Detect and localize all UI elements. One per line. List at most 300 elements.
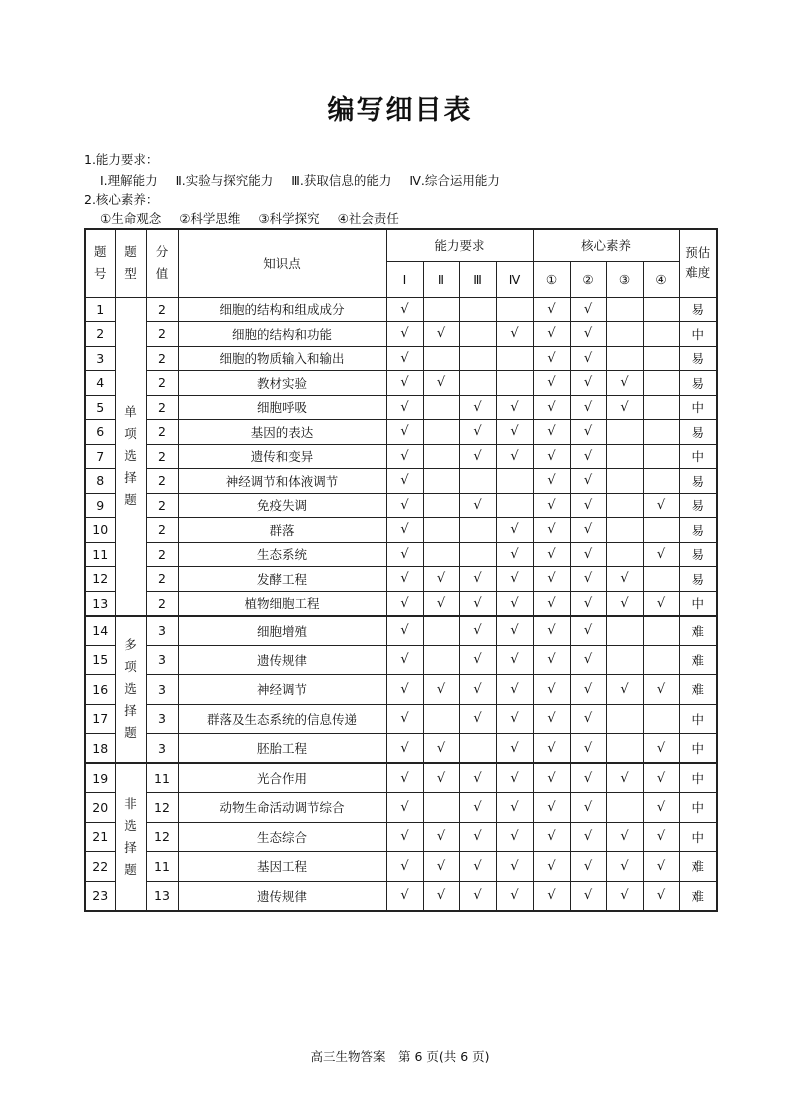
core-item: ③科学探究 xyxy=(258,211,320,226)
core-check-cell: √ xyxy=(570,371,606,396)
ability-check-cell xyxy=(423,395,459,420)
table-row xyxy=(85,297,717,322)
ability-check-cell xyxy=(459,734,496,764)
ability-check-cell xyxy=(459,322,496,347)
ability-check-cell: √ xyxy=(496,881,533,911)
ability-check-cell: √ xyxy=(459,591,496,616)
ability-check-cell: √ xyxy=(386,645,423,675)
row-score: 2 xyxy=(146,395,178,420)
table-row xyxy=(85,371,717,396)
row-score: 2 xyxy=(146,371,178,396)
row-difficulty: 易 xyxy=(679,469,717,494)
ability-check-cell: √ xyxy=(459,793,496,823)
row-score: 3 xyxy=(146,734,178,764)
ability-check-cell: √ xyxy=(496,444,533,469)
core-check-cell xyxy=(606,704,643,734)
core-check-cell xyxy=(643,645,679,675)
core-check-cell: √ xyxy=(570,616,606,646)
ability-check-cell xyxy=(496,297,533,322)
ability-check-cell: √ xyxy=(386,542,423,567)
table-row xyxy=(85,420,717,445)
ability-check-cell: √ xyxy=(386,616,423,646)
core-check-cell: √ xyxy=(643,493,679,518)
ability-check-cell: √ xyxy=(423,567,459,592)
row-number: 7 xyxy=(85,444,115,469)
core-check-cell: √ xyxy=(533,346,570,371)
core-check-cell: √ xyxy=(533,616,570,646)
row-score: 12 xyxy=(146,822,178,852)
core-check-cell: √ xyxy=(533,322,570,347)
header-ability-col: Ⅲ xyxy=(459,261,496,297)
core-check-cell: √ xyxy=(570,852,606,882)
row-topic: 生态系统 xyxy=(178,542,386,567)
core-check-cell: √ xyxy=(570,322,606,347)
row-topic: 动物生命活动调节综合 xyxy=(178,793,386,823)
row-score: 2 xyxy=(146,469,178,494)
core-check-cell: √ xyxy=(606,822,643,852)
page-footer: 高三生物答案 第 6 页(共 6 页) xyxy=(310,1049,490,1064)
core-check-cell: √ xyxy=(533,822,570,852)
row-number: 13 xyxy=(85,591,115,616)
ability-check-cell: √ xyxy=(496,645,533,675)
ability-check-cell xyxy=(459,469,496,494)
core-check-cell xyxy=(643,518,679,543)
ability-check-cell: √ xyxy=(386,763,423,793)
core-check-cell: √ xyxy=(533,793,570,823)
row-number: 11 xyxy=(85,542,115,567)
core-check-cell: √ xyxy=(643,734,679,764)
ability-check-cell: √ xyxy=(386,675,423,705)
row-difficulty: 易 xyxy=(679,371,717,396)
ability-check-cell: √ xyxy=(386,371,423,396)
row-number: 15 xyxy=(85,645,115,675)
core-check-cell: √ xyxy=(533,734,570,764)
row-topic: 群落 xyxy=(178,518,386,543)
ability-check-cell: √ xyxy=(496,704,533,734)
ability-check-cell: √ xyxy=(423,322,459,347)
core-check-cell xyxy=(643,616,679,646)
row-score: 13 xyxy=(146,881,178,911)
core-check-cell: √ xyxy=(570,567,606,592)
core-check-cell: √ xyxy=(570,420,606,445)
core-check-cell xyxy=(643,469,679,494)
ability-item: Ⅰ.理解能力 xyxy=(100,173,158,188)
table-row xyxy=(85,734,717,764)
ability-check-cell xyxy=(496,469,533,494)
core-check-cell: √ xyxy=(533,469,570,494)
row-topic: 教材实验 xyxy=(178,371,386,396)
core-check-cell: √ xyxy=(606,881,643,911)
core-check-cell xyxy=(643,567,679,592)
core-check-cell: √ xyxy=(533,704,570,734)
ability-check-cell: √ xyxy=(386,734,423,764)
ability-check-cell: √ xyxy=(459,395,496,420)
ability-item: Ⅱ.实验与探究能力 xyxy=(175,173,274,188)
table-row xyxy=(85,567,717,592)
ability-check-cell: √ xyxy=(386,881,423,911)
ability-check-cell: √ xyxy=(386,346,423,371)
row-number: 21 xyxy=(85,822,115,852)
core-check-cell: √ xyxy=(570,822,606,852)
header-ability-col: Ⅳ xyxy=(496,261,533,297)
row-score: 3 xyxy=(146,645,178,675)
core-check-cell: √ xyxy=(606,675,643,705)
row-score: 2 xyxy=(146,493,178,518)
core-check-cell xyxy=(643,704,679,734)
ability-check-cell xyxy=(496,371,533,396)
table-row xyxy=(85,675,717,705)
core-check-cell: √ xyxy=(606,371,643,396)
header-ability-col: Ⅰ xyxy=(386,261,423,297)
table-row xyxy=(85,518,717,543)
header-core-col: ③ xyxy=(606,261,643,297)
header-core: 核心素养 xyxy=(533,229,679,261)
ability-check-cell: √ xyxy=(386,493,423,518)
row-score: 2 xyxy=(146,518,178,543)
row-score: 2 xyxy=(146,567,178,592)
ability-check-cell: √ xyxy=(496,591,533,616)
core-check-cell: √ xyxy=(570,763,606,793)
header-ability: 能力要求 xyxy=(386,229,533,261)
core-check-cell xyxy=(606,346,643,371)
table-row xyxy=(85,852,717,882)
ability-check-cell: √ xyxy=(386,395,423,420)
ability-check-cell xyxy=(423,616,459,646)
core-check-cell: √ xyxy=(570,881,606,911)
row-difficulty: 中 xyxy=(679,444,717,469)
row-score: 2 xyxy=(146,322,178,347)
table-row xyxy=(85,542,717,567)
ability-check-cell: √ xyxy=(459,645,496,675)
ability-check-cell: √ xyxy=(386,322,423,347)
row-type-group: 非选择题 xyxy=(115,763,146,911)
row-number: 12 xyxy=(85,567,115,592)
ability-check-cell xyxy=(459,518,496,543)
row-topic: 基因的表达 xyxy=(178,420,386,445)
row-score: 2 xyxy=(146,346,178,371)
header-knowledge: 知识点 xyxy=(178,229,386,297)
core-check-cell: √ xyxy=(533,675,570,705)
row-topic: 光合作用 xyxy=(178,763,386,793)
core-check-cell: √ xyxy=(533,567,570,592)
core-check-cell: √ xyxy=(643,542,679,567)
ability-check-cell: √ xyxy=(386,297,423,322)
ability-check-cell: √ xyxy=(386,469,423,494)
table-row xyxy=(85,322,717,347)
ability-check-cell: √ xyxy=(386,704,423,734)
row-difficulty: 易 xyxy=(679,493,717,518)
core-check-cell: √ xyxy=(606,852,643,882)
row-number: 20 xyxy=(85,793,115,823)
table-row xyxy=(85,793,717,823)
row-score: 2 xyxy=(146,297,178,322)
ability-list xyxy=(84,171,500,189)
ability-check-cell: √ xyxy=(423,881,459,911)
ability-check-cell: √ xyxy=(386,822,423,852)
page-title: 编写细目表 xyxy=(327,95,473,126)
row-number: 3 xyxy=(85,346,115,371)
ability-check-cell: √ xyxy=(386,852,423,882)
core-item: ①生命观念 xyxy=(100,211,162,226)
row-topic: 细胞呼吸 xyxy=(178,395,386,420)
core-check-cell: √ xyxy=(570,591,606,616)
core-check-cell xyxy=(643,444,679,469)
ability-check-cell: √ xyxy=(496,734,533,764)
row-number: 19 xyxy=(85,763,115,793)
row-type-group: 多项选择题 xyxy=(115,616,146,764)
core-check-cell: √ xyxy=(570,518,606,543)
row-number: 22 xyxy=(85,852,115,882)
core-check-cell xyxy=(606,420,643,445)
ability-check-cell xyxy=(496,493,533,518)
core-check-cell: √ xyxy=(606,567,643,592)
row-topic: 植物细胞工程 xyxy=(178,591,386,616)
ability-check-cell xyxy=(459,297,496,322)
core-check-cell xyxy=(643,346,679,371)
core-check-cell xyxy=(606,645,643,675)
row-topic: 细胞的物质输入和输出 xyxy=(178,346,386,371)
core-check-cell xyxy=(606,793,643,823)
row-difficulty: 易 xyxy=(679,542,717,567)
core-literacy-list xyxy=(84,209,399,227)
ability-item: Ⅲ.获取信息的能力 xyxy=(291,173,392,188)
row-difficulty: 难 xyxy=(679,675,717,705)
table-row xyxy=(85,822,717,852)
core-check-cell xyxy=(606,444,643,469)
ability-check-cell xyxy=(423,645,459,675)
row-number: 5 xyxy=(85,395,115,420)
core-check-cell xyxy=(606,616,643,646)
ability-check-cell xyxy=(423,469,459,494)
core-check-cell xyxy=(606,734,643,764)
ability-check-cell: √ xyxy=(423,763,459,793)
row-score: 2 xyxy=(146,420,178,445)
ability-check-cell xyxy=(423,346,459,371)
ability-check-cell: √ xyxy=(459,881,496,911)
row-difficulty: 中 xyxy=(679,822,717,852)
ability-check-cell: √ xyxy=(386,518,423,543)
ability-check-cell xyxy=(423,420,459,445)
core-check-cell: √ xyxy=(570,734,606,764)
row-difficulty: 中 xyxy=(679,793,717,823)
table-row xyxy=(85,346,717,371)
row-topic: 神经调节和体液调节 xyxy=(178,469,386,494)
row-topic: 神经调节 xyxy=(178,675,386,705)
ability-check-cell: √ xyxy=(423,734,459,764)
core-check-cell: √ xyxy=(533,881,570,911)
ability-item: Ⅳ.综合运用能力 xyxy=(409,173,500,188)
ability-check-cell: √ xyxy=(496,793,533,823)
core-check-cell: √ xyxy=(570,542,606,567)
ability-check-cell: √ xyxy=(496,616,533,646)
core-check-cell: √ xyxy=(570,444,606,469)
table-row xyxy=(85,493,717,518)
core-check-cell: √ xyxy=(570,493,606,518)
core-check-cell: √ xyxy=(570,469,606,494)
core-check-cell: √ xyxy=(533,645,570,675)
table-row xyxy=(85,395,717,420)
row-topic: 细胞的结构和组成成分 xyxy=(178,297,386,322)
ability-check-cell xyxy=(423,493,459,518)
ability-check-cell: √ xyxy=(496,395,533,420)
core-check-cell: √ xyxy=(533,852,570,882)
ability-check-cell xyxy=(423,793,459,823)
row-difficulty: 易 xyxy=(679,346,717,371)
core-check-cell: √ xyxy=(570,395,606,420)
row-topic: 遗传规律 xyxy=(178,645,386,675)
core-literacy-label: 2.核心素养： xyxy=(84,192,159,207)
core-check-cell: √ xyxy=(570,297,606,322)
ability-check-cell: √ xyxy=(386,420,423,445)
ability-requirement-label: 1.能力要求： xyxy=(84,152,159,167)
ability-check-cell: √ xyxy=(496,822,533,852)
core-check-cell: √ xyxy=(533,420,570,445)
row-number: 1 xyxy=(85,297,115,322)
row-number: 2 xyxy=(85,322,115,347)
row-difficulty: 中 xyxy=(679,322,717,347)
row-difficulty: 易 xyxy=(679,297,717,322)
ability-check-cell xyxy=(459,371,496,396)
ability-check-cell: √ xyxy=(496,518,533,543)
row-topic: 生态综合 xyxy=(178,822,386,852)
row-score: 2 xyxy=(146,591,178,616)
core-check-cell: √ xyxy=(533,542,570,567)
ability-check-cell: √ xyxy=(386,567,423,592)
ability-check-cell: √ xyxy=(496,852,533,882)
header-score: 分值 xyxy=(146,229,178,297)
ability-check-cell: √ xyxy=(386,444,423,469)
ability-check-cell: √ xyxy=(496,322,533,347)
row-topic: 发酵工程 xyxy=(178,567,386,592)
ability-check-cell xyxy=(423,444,459,469)
core-check-cell: √ xyxy=(570,675,606,705)
core-check-cell: √ xyxy=(570,793,606,823)
row-difficulty: 中 xyxy=(679,734,717,764)
ability-check-cell xyxy=(423,518,459,543)
core-check-cell: √ xyxy=(643,881,679,911)
core-check-cell xyxy=(643,395,679,420)
row-topic: 群落及生态系统的信息传递 xyxy=(178,704,386,734)
ability-check-cell: √ xyxy=(386,591,423,616)
ability-check-cell xyxy=(423,542,459,567)
table-row xyxy=(85,763,717,793)
ability-check-cell: √ xyxy=(459,444,496,469)
specification-table xyxy=(84,228,718,912)
core-check-cell: √ xyxy=(570,645,606,675)
core-check-cell: √ xyxy=(606,591,643,616)
row-score: 3 xyxy=(146,675,178,705)
core-check-cell: √ xyxy=(533,493,570,518)
core-check-cell: √ xyxy=(533,444,570,469)
row-topic: 遗传规律 xyxy=(178,881,386,911)
row-difficulty: 中 xyxy=(679,395,717,420)
ability-check-cell: √ xyxy=(459,704,496,734)
ability-check-cell: √ xyxy=(459,822,496,852)
ability-check-cell: √ xyxy=(423,591,459,616)
ability-check-cell xyxy=(459,542,496,567)
header-number: 题号 xyxy=(85,229,115,297)
ability-check-cell: √ xyxy=(496,675,533,705)
ability-check-cell: √ xyxy=(459,493,496,518)
table-row xyxy=(85,444,717,469)
core-check-cell: √ xyxy=(533,591,570,616)
row-topic: 细胞增殖 xyxy=(178,616,386,646)
row-number: 17 xyxy=(85,704,115,734)
row-difficulty: 难 xyxy=(679,852,717,882)
row-difficulty: 易 xyxy=(679,420,717,445)
ability-check-cell: √ xyxy=(459,616,496,646)
row-number: 10 xyxy=(85,518,115,543)
table-row xyxy=(85,591,717,616)
core-check-cell: √ xyxy=(533,518,570,543)
core-check-cell: √ xyxy=(606,395,643,420)
row-number: 6 xyxy=(85,420,115,445)
core-check-cell xyxy=(643,371,679,396)
row-topic: 免疫失调 xyxy=(178,493,386,518)
row-topic: 遗传和变异 xyxy=(178,444,386,469)
row-difficulty: 难 xyxy=(679,881,717,911)
row-difficulty: 易 xyxy=(679,518,717,543)
row-difficulty: 难 xyxy=(679,645,717,675)
core-check-cell: √ xyxy=(533,763,570,793)
header-core-col: ④ xyxy=(643,261,679,297)
ability-check-cell xyxy=(496,346,533,371)
core-check-cell: √ xyxy=(533,371,570,396)
row-topic: 胚胎工程 xyxy=(178,734,386,764)
row-difficulty: 易 xyxy=(679,567,717,592)
core-check-cell: √ xyxy=(643,675,679,705)
core-check-cell xyxy=(606,542,643,567)
ability-check-cell: √ xyxy=(423,675,459,705)
core-check-cell: √ xyxy=(606,763,643,793)
row-number: 9 xyxy=(85,493,115,518)
header-core-col: ② xyxy=(570,261,606,297)
core-check-cell xyxy=(643,322,679,347)
row-number: 18 xyxy=(85,734,115,764)
core-check-cell: √ xyxy=(643,763,679,793)
row-score: 3 xyxy=(146,704,178,734)
ability-check-cell xyxy=(459,346,496,371)
core-check-cell: √ xyxy=(643,852,679,882)
core-check-cell: √ xyxy=(533,395,570,420)
core-check-cell: √ xyxy=(643,591,679,616)
header-ability-col: Ⅱ xyxy=(423,261,459,297)
ability-check-cell: √ xyxy=(459,420,496,445)
table-row xyxy=(85,704,717,734)
core-check-cell: √ xyxy=(643,822,679,852)
ability-check-cell: √ xyxy=(459,763,496,793)
row-score: 2 xyxy=(146,542,178,567)
ability-check-cell xyxy=(423,704,459,734)
core-check-cell xyxy=(606,322,643,347)
row-difficulty: 中 xyxy=(679,591,717,616)
table-row xyxy=(85,881,717,911)
row-type-group: 单项选择题 xyxy=(115,297,146,616)
header-core-col: ① xyxy=(533,261,570,297)
core-check-cell xyxy=(606,297,643,322)
row-topic: 基因工程 xyxy=(178,852,386,882)
ability-check-cell: √ xyxy=(496,567,533,592)
ability-check-cell: √ xyxy=(423,822,459,852)
header-difficulty: 预估难度 xyxy=(679,229,717,297)
ability-check-cell: √ xyxy=(459,852,496,882)
core-check-cell: √ xyxy=(533,297,570,322)
row-score: 3 xyxy=(146,616,178,646)
row-number: 4 xyxy=(85,371,115,396)
table-row xyxy=(85,645,717,675)
ability-check-cell: √ xyxy=(496,420,533,445)
ability-check-cell: √ xyxy=(496,763,533,793)
